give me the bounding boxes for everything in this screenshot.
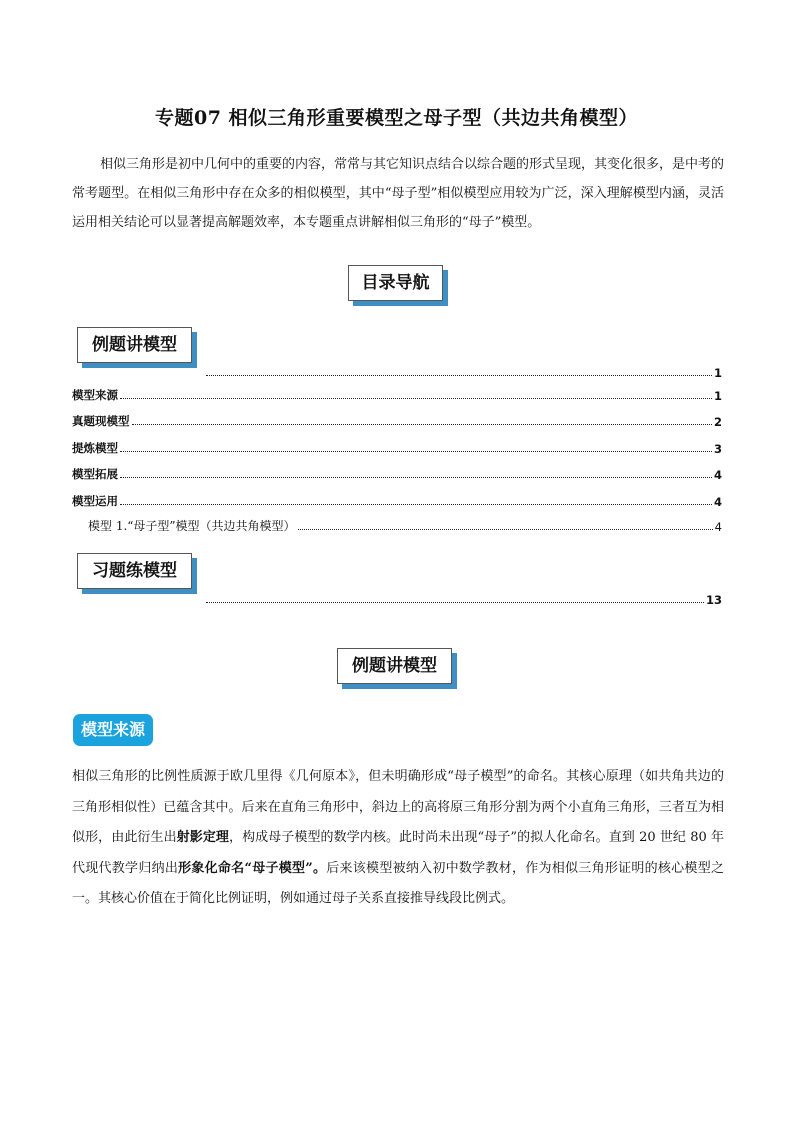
toc-entry[interactable]: [72, 385, 722, 403]
toc-leader-dots: [120, 504, 712, 505]
toc-leader-dots: [298, 529, 713, 530]
toc-entry-exercises[interactable]: [204, 589, 722, 607]
toc-leader-dots: [206, 375, 712, 376]
toc-leader-dots: [120, 477, 712, 478]
toc-label: 真题现模型: [72, 414, 130, 428]
model-source-badge: 模型来源: [73, 714, 153, 746]
toc-label: 提炼模型: [72, 441, 118, 455]
toc-label: 模型来源: [72, 388, 118, 402]
toc-leader-dots: [120, 398, 712, 399]
emphasis-text: 射影定理: [176, 830, 229, 845]
toc-entry[interactable]: [72, 491, 722, 509]
document-title: 专题07 相似三角形重要模型之母子型（共边共角模型）: [154, 107, 639, 129]
toc-section-examples-heading: 例题讲模型: [77, 327, 192, 363]
section-heading: 例题讲模型: [337, 648, 452, 684]
toc-label: 模型拓展: [72, 467, 118, 481]
toc-page-number: 4: [714, 520, 722, 534]
nav-heading: 目录导航: [348, 265, 443, 301]
toc-entry[interactable]: [72, 411, 722, 429]
intro-paragraph: 相似三角形是初中几何中的重要的内容，常常与其它知识点结合以综合题的形式呈现，其变化很多，是中考的常考题型。在相似三角形中存在众多的相似模型，其中“母子型”相似模型应用较为广泛，深入理解模型内涵，灵活运用相关结论可以显著提高解题效率，本专题重点讲解相似三角形的“母子”模型。: [72, 157, 725, 230]
paragraph-text: ，构成母子模型的数学内核。此时尚未出现“母子”的拟人化命名。直到 20 世纪 80 年代现代教学归纳出: [72, 830, 724, 876]
toc-leader-dots: [120, 451, 712, 452]
paragraph-text: 相似三角形的比例性质源于欧几里得《几何原本》，但未明确形成“母子模型”的命名。其核心原理（如共角共边的三角形相似性）已蕴含其中。后来在直角三角形中，斜边上的高将原三角形分割为两个小直角三角形，三者互为相似形，由此衍生出: [72, 769, 724, 845]
toc-page-number: 4: [713, 495, 722, 509]
toc-page-number: 1: [713, 389, 722, 403]
toc-page-number: 2: [713, 415, 722, 429]
toc-page-number: 4: [713, 468, 722, 482]
toc-leader-dots: [206, 602, 704, 603]
toc-sub-entry[interactable]: [88, 516, 722, 534]
toc-page-number: 1: [713, 366, 722, 380]
toc-entry[interactable]: [72, 464, 722, 482]
toc-section-exercises-heading: 习题练模型: [77, 553, 192, 589]
toc-page-number: 3: [713, 442, 722, 456]
toc-sub-label: 模型 1.“母子型”模型（共边共角模型）: [88, 519, 296, 533]
toc-page-number: 13: [705, 593, 722, 607]
toc-leader-dots: [132, 424, 712, 425]
toc-label: 模型运用: [72, 494, 118, 508]
emphasis-text: 形象化命名“母子模型”。: [178, 860, 327, 876]
paragraph-text: 后来该模型被纳入初中数学教材，作为相似三角形证明的核心模型之一。其核心价值在于简化比例证明，例如通过母子关系直接推导线段比例式。: [72, 860, 724, 906]
model-source-paragraph: [72, 762, 724, 915]
toc-entry-examples[interactable]: [204, 362, 722, 380]
toc-entry[interactable]: [72, 438, 722, 456]
